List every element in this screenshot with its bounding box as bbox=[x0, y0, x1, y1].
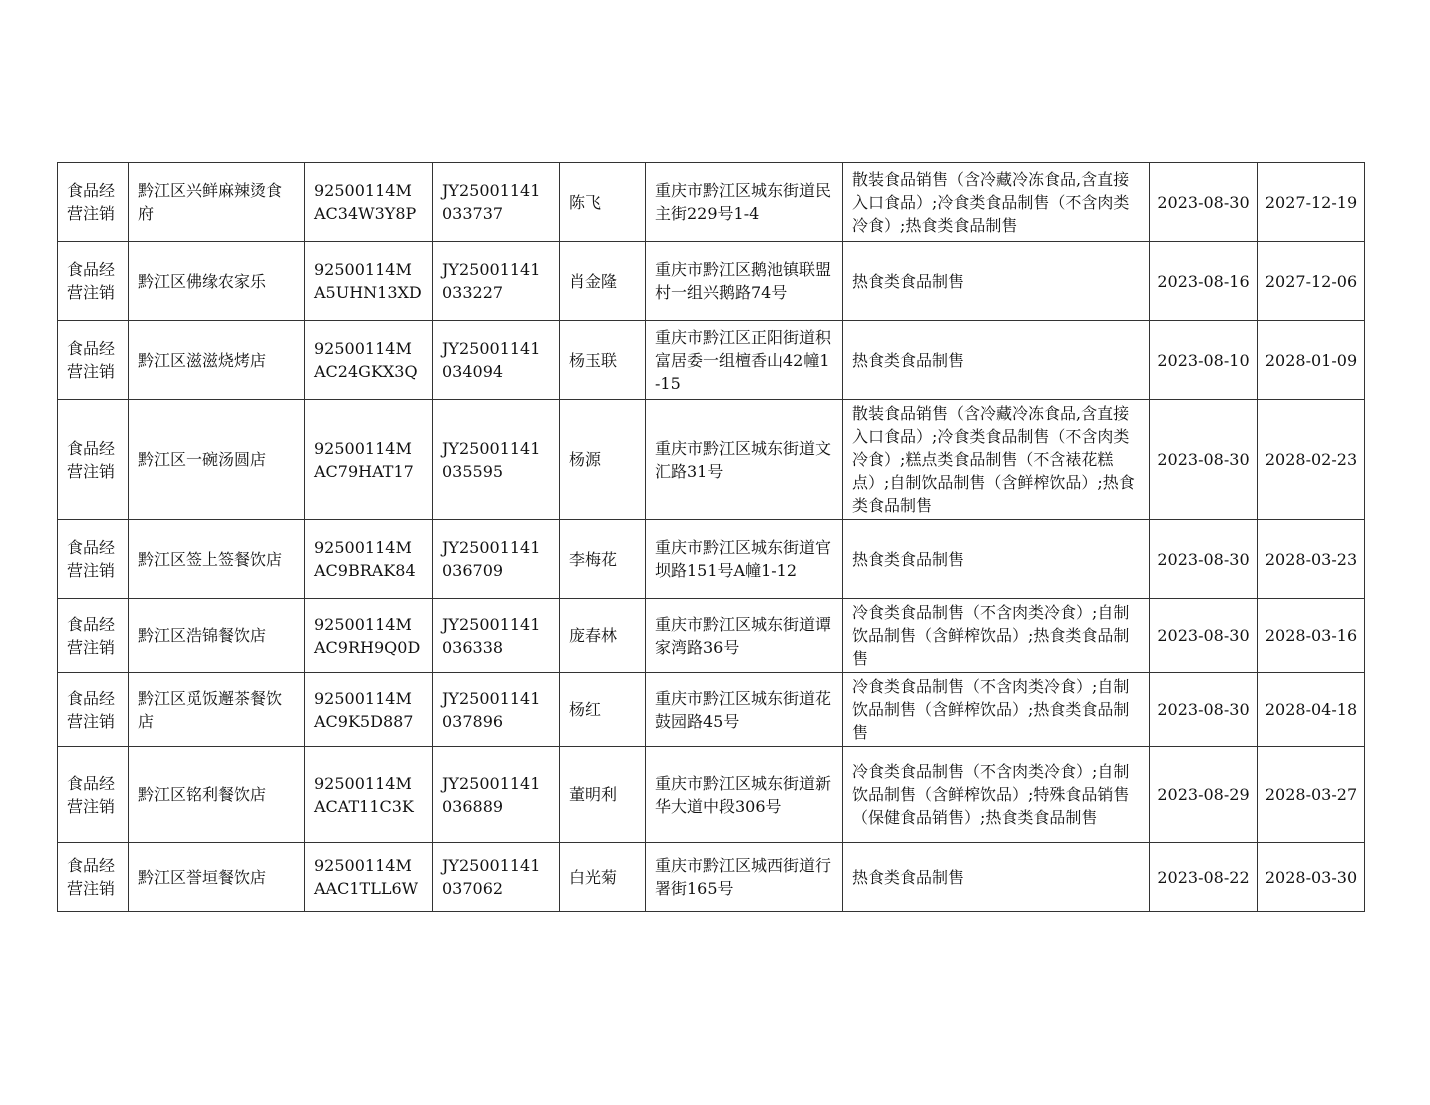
cell-address: 重庆市黔江区正阳街道积富居委一组檀香山42幢1-15 bbox=[646, 321, 843, 400]
cell-address: 重庆市黔江区城东街道新华大道中段306号 bbox=[646, 747, 843, 843]
cell-address: 重庆市黔江区城东街道花鼓园路45号 bbox=[646, 673, 843, 747]
cell-credit-code: 92500114MAC79HAT17 bbox=[305, 400, 433, 520]
cell-valid-until: 2027-12-06 bbox=[1258, 242, 1365, 321]
cell-valid-until: 2027-12-19 bbox=[1258, 163, 1365, 242]
table-row bbox=[58, 321, 1365, 400]
table-row bbox=[58, 599, 1365, 673]
cell-credit-code: 92500114MA5UHN13XD bbox=[305, 242, 433, 321]
cell-legal-person: 陈飞 bbox=[560, 163, 646, 242]
cell-category: 食品经营注销 bbox=[58, 673, 129, 747]
cell-license-no: JY25001141035595 bbox=[433, 400, 560, 520]
cell-valid-until: 2028-03-23 bbox=[1258, 520, 1365, 599]
cell-cancel-date: 2023-08-16 bbox=[1150, 242, 1258, 321]
cell-credit-code: 92500114MAC9K5D887 bbox=[305, 673, 433, 747]
cell-scope: 散装食品销售（含冷藏冷冻食品,含直接入口食品）;冷食类食品制售（不含肉类冷食）;热食类食品制售 bbox=[843, 163, 1150, 242]
table-row bbox=[58, 400, 1365, 520]
cell-credit-code: 92500114MACAT11C3K bbox=[305, 747, 433, 843]
cell-credit-code: 92500114MAAC1TLL6W bbox=[305, 843, 433, 912]
cell-address: 重庆市黔江区城东街道民主街229号1-4 bbox=[646, 163, 843, 242]
cell-license-no: JY25001141037896 bbox=[433, 673, 560, 747]
cell-valid-until: 2028-02-23 bbox=[1258, 400, 1365, 520]
cell-scope: 热食类食品制售 bbox=[843, 242, 1150, 321]
cell-legal-person: 杨源 bbox=[560, 400, 646, 520]
cell-store-name: 黔江区滋滋烧烤店 bbox=[129, 321, 305, 400]
cell-store-name: 黔江区铭利餐饮店 bbox=[129, 747, 305, 843]
cell-scope: 冷食类食品制售（不含肉类冷食）;自制饮品制售（含鲜榨饮品）;热食类食品制售 bbox=[843, 599, 1150, 673]
table-row bbox=[58, 242, 1365, 321]
cell-store-name: 黔江区誉垣餐饮店 bbox=[129, 843, 305, 912]
cell-legal-person: 肖金隆 bbox=[560, 242, 646, 321]
cell-license-no: JY25001141033737 bbox=[433, 163, 560, 242]
table-row bbox=[58, 163, 1365, 242]
cell-cancel-date: 2023-08-30 bbox=[1150, 400, 1258, 520]
cell-credit-code: 92500114MAC9BRAK84 bbox=[305, 520, 433, 599]
cell-valid-until: 2028-04-18 bbox=[1258, 673, 1365, 747]
cell-cancel-date: 2023-08-10 bbox=[1150, 321, 1258, 400]
records-body bbox=[58, 163, 1365, 912]
cell-cancel-date: 2023-08-30 bbox=[1150, 599, 1258, 673]
cell-legal-person: 李梅花 bbox=[560, 520, 646, 599]
cell-store-name: 黔江区浩锦餐饮店 bbox=[129, 599, 305, 673]
table-row bbox=[58, 520, 1365, 599]
cell-valid-until: 2028-03-30 bbox=[1258, 843, 1365, 912]
cell-legal-person: 董明利 bbox=[560, 747, 646, 843]
cell-scope: 热食类食品制售 bbox=[843, 321, 1150, 400]
cell-cancel-date: 2023-08-22 bbox=[1150, 843, 1258, 912]
cell-legal-person: 庞春林 bbox=[560, 599, 646, 673]
cell-scope: 散装食品销售（含冷藏冷冻食品,含直接入口食品）;冷食类食品制售（不含肉类冷食）;糕点类食品制售（不含裱花糕点）;自制饮品制售（含鲜榨饮品）;热食类食品制售 bbox=[843, 400, 1150, 520]
cell-category: 食品经营注销 bbox=[58, 242, 129, 321]
cell-category: 食品经营注销 bbox=[58, 599, 129, 673]
cell-license-no: JY25001141036709 bbox=[433, 520, 560, 599]
cell-cancel-date: 2023-08-30 bbox=[1150, 520, 1258, 599]
cell-legal-person: 杨红 bbox=[560, 673, 646, 747]
cell-license-no: JY25001141034094 bbox=[433, 321, 560, 400]
cell-store-name: 黔江区佛缘农家乐 bbox=[129, 242, 305, 321]
cell-category: 食品经营注销 bbox=[58, 321, 129, 400]
cell-cancel-date: 2023-08-29 bbox=[1150, 747, 1258, 843]
cell-scope: 冷食类食品制售（不含肉类冷食）;自制饮品制售（含鲜榨饮品）;热食类食品制售 bbox=[843, 673, 1150, 747]
cell-category: 食品经营注销 bbox=[58, 163, 129, 242]
cell-credit-code: 92500114MAC9RH9Q0D bbox=[305, 599, 433, 673]
cell-license-no: JY25001141036338 bbox=[433, 599, 560, 673]
cell-store-name: 黔江区兴鲜麻辣烫食府 bbox=[129, 163, 305, 242]
table-row bbox=[58, 843, 1365, 912]
cell-credit-code: 92500114MAC34W3Y8P bbox=[305, 163, 433, 242]
cell-address: 重庆市黔江区鹅池镇联盟村一组兴鹅路74号 bbox=[646, 242, 843, 321]
cell-address: 重庆市黔江区城西街道行署街165号 bbox=[646, 843, 843, 912]
cell-valid-until: 2028-01-09 bbox=[1258, 321, 1365, 400]
cell-address: 重庆市黔江区城东街道谭家湾路36号 bbox=[646, 599, 843, 673]
cell-license-no: JY25001141036889 bbox=[433, 747, 560, 843]
records-table bbox=[57, 162, 1365, 912]
cell-scope: 冷食类食品制售（不含肉类冷食）;自制饮品制售（含鲜榨饮品）;特殊食品销售（保健食品销售）;热食类食品制售 bbox=[843, 747, 1150, 843]
cell-address: 重庆市黔江区城东街道文汇路31号 bbox=[646, 400, 843, 520]
cell-scope: 热食类食品制售 bbox=[843, 520, 1150, 599]
table-row bbox=[58, 673, 1365, 747]
cell-category: 食品经营注销 bbox=[58, 520, 129, 599]
cell-category: 食品经营注销 bbox=[58, 400, 129, 520]
cell-credit-code: 92500114MAC24GKX3Q bbox=[305, 321, 433, 400]
cell-license-no: JY25001141037062 bbox=[433, 843, 560, 912]
cell-cancel-date: 2023-08-30 bbox=[1150, 673, 1258, 747]
cell-address: 重庆市黔江区城东街道官坝路151号A幢1-12 bbox=[646, 520, 843, 599]
cell-valid-until: 2028-03-27 bbox=[1258, 747, 1365, 843]
cell-store-name: 黔江区签上签餐饮店 bbox=[129, 520, 305, 599]
cell-legal-person: 杨玉联 bbox=[560, 321, 646, 400]
cell-legal-person: 白光菊 bbox=[560, 843, 646, 912]
table-row bbox=[58, 747, 1365, 843]
cell-license-no: JY25001141033227 bbox=[433, 242, 560, 321]
cell-scope: 热食类食品制售 bbox=[843, 843, 1150, 912]
cell-category: 食品经营注销 bbox=[58, 843, 129, 912]
cell-valid-until: 2028-03-16 bbox=[1258, 599, 1365, 673]
cell-store-name: 黔江区一碗汤圆店 bbox=[129, 400, 305, 520]
cell-store-name: 黔江区觅饭邂茶餐饮店 bbox=[129, 673, 305, 747]
cell-category: 食品经营注销 bbox=[58, 747, 129, 843]
cell-cancel-date: 2023-08-30 bbox=[1150, 163, 1258, 242]
